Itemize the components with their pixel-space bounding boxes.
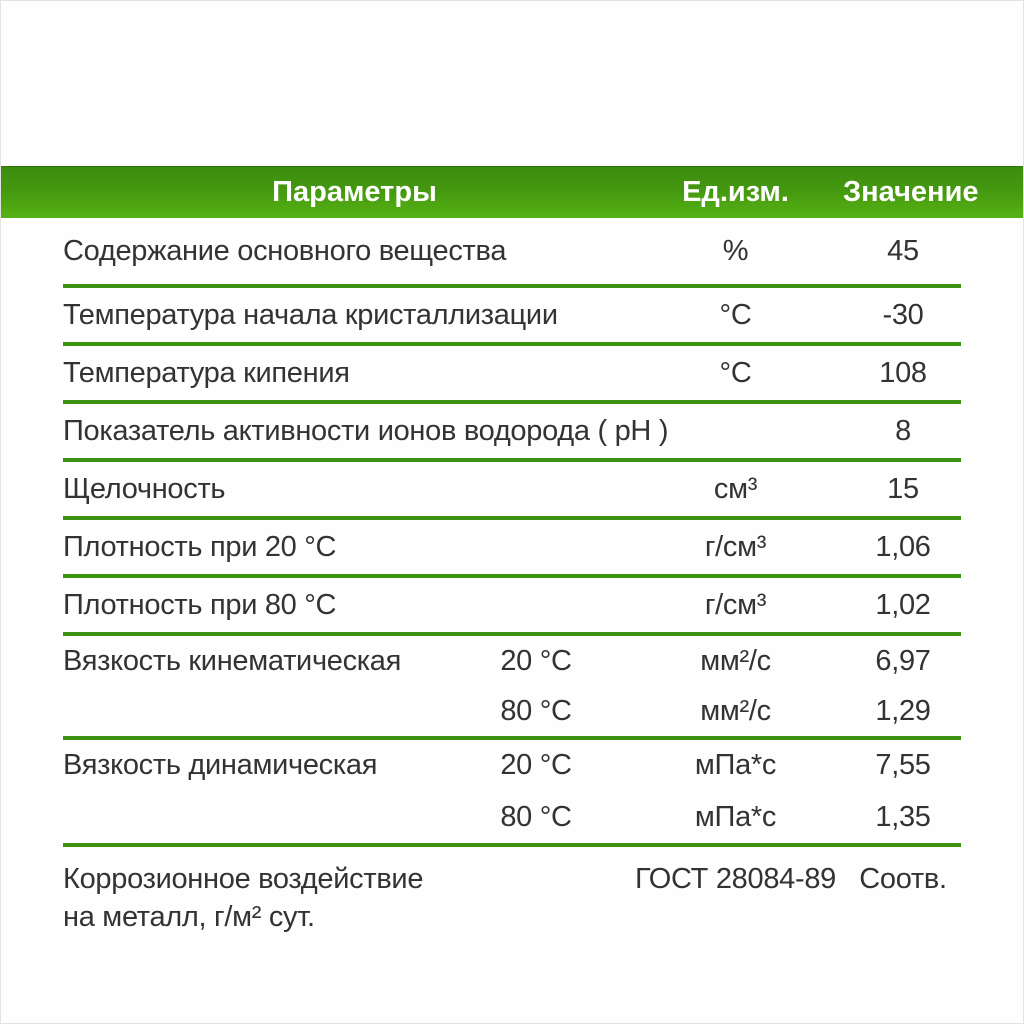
param-label: Щелочность (63, 472, 226, 505)
value-cell: 7,55 (875, 749, 931, 782)
param-label: Температура начала кристаллизации (63, 298, 558, 331)
param-label: Содержание основного вещества (63, 234, 507, 267)
column-header-value: Значение (843, 176, 979, 208)
value-cell: 15 (887, 472, 919, 505)
value-cell: 108 (879, 356, 927, 389)
unit-cell: мм²/с (700, 644, 771, 677)
value-cell: 1,02 (875, 588, 931, 621)
value-cell: 8 (895, 414, 911, 447)
unit-cell: мПа*с (694, 749, 777, 782)
table-row-corrosion (63, 847, 961, 936)
param-label: Вязкость кинематическая (63, 644, 402, 677)
temp-cell: 20 °C (500, 749, 572, 782)
unit-cell: мм²/с (700, 694, 771, 727)
value-cell: -30 (882, 298, 924, 331)
unit-cell: мПа*с (694, 800, 777, 833)
param-label: Показатель активности ионов водорода ( pH ) (63, 414, 669, 447)
param-label: Вязкость динамическая (63, 749, 378, 782)
temp-cell: 20 °C (500, 644, 572, 677)
table-row-dynamic-viscosity (63, 740, 961, 847)
table-row-kinematic-viscosity (63, 636, 961, 740)
param-label-line2: на металл, г/м² сут. (63, 901, 315, 933)
unit-cell: % (722, 234, 749, 267)
param-label-line1: Коррозионное воздействие (63, 863, 424, 895)
table-row-ph (63, 404, 961, 462)
unit-cell: °C (719, 298, 752, 331)
unit-cell: °C (719, 356, 752, 389)
value-cell: 1,35 (875, 800, 931, 833)
param-label: Плотность при 20 °C (63, 530, 337, 563)
temp-cell: 80 °C (500, 694, 572, 727)
table-row-density-20c (63, 520, 961, 578)
param-label (63, 860, 466, 936)
unit-cell: ГОСТ 28084-89 (634, 863, 837, 895)
value-cell: 1,29 (875, 694, 931, 727)
table-row-crystallization-start-temp (63, 288, 961, 346)
unit-cell: г/см³ (704, 530, 767, 563)
table-header (1, 166, 1023, 218)
table-row-alkalinity (63, 462, 961, 520)
value-cell: Соотв. (859, 863, 947, 895)
param-label: Температура кипения (63, 356, 350, 389)
value-cell: 1,06 (875, 530, 931, 563)
unit-cell: см³ (713, 472, 758, 505)
param-label: Плотность при 80 °C (63, 588, 337, 621)
value-cell: 6,97 (875, 644, 931, 677)
table-row-density-80c (63, 578, 961, 636)
table-row-boiling-temp (63, 346, 961, 404)
column-header-units: Ед.изм. (682, 176, 789, 208)
value-cell: 45 (887, 234, 919, 267)
table-row-main-substance-content (63, 218, 961, 288)
unit-cell: г/см³ (704, 588, 767, 621)
column-header-parameters: Параметры (272, 176, 437, 208)
temp-cell: 80 °C (500, 800, 572, 833)
